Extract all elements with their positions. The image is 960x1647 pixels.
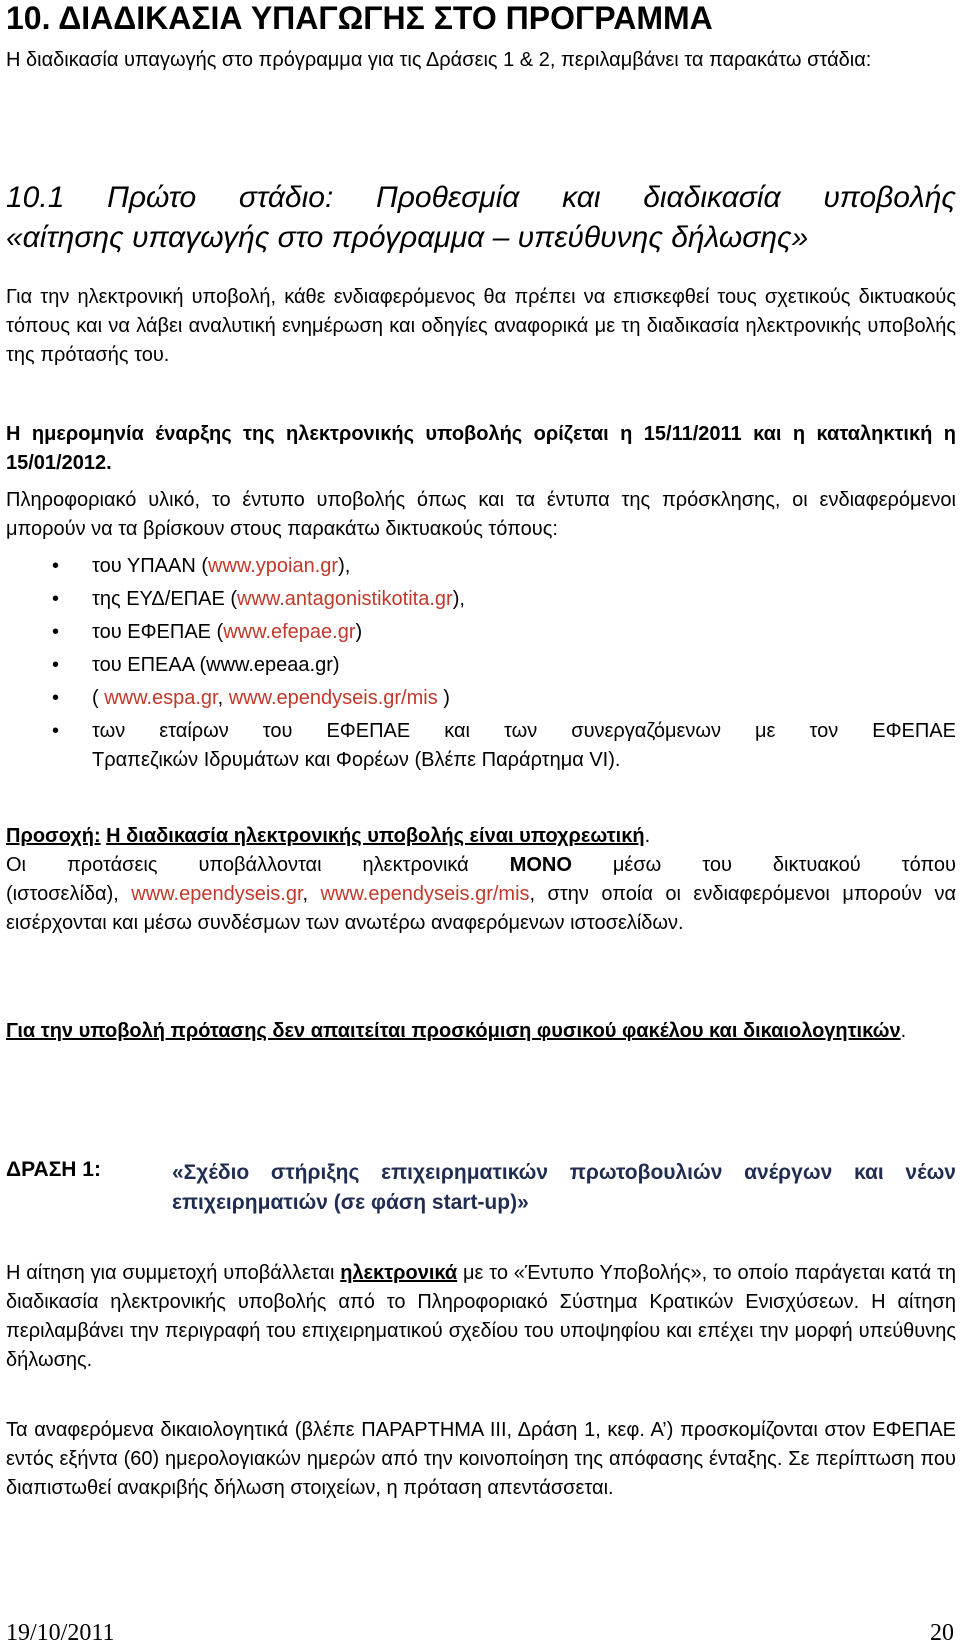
drasi-title: «Σχέδιο στήριξης επιχειρηματικών πρωτοβουλιών ανέργων και νέων επιχειρηματιών (σε φάση start-up)» [172,1161,956,1214]
proposals-line1: Οι προτάσεις υποβάλλονται ηλεκτρονικά ΜΟΝΟ μέσω του δικτυακού τόπου [6,854,956,876]
ependyseis-mis-link[interactable]: www.ependyseis.gr/mis [228,687,438,709]
intro-paragraph: Η διαδικασία υπαγωγής στο πρόγραμμα για τις Δράσεις 1 & 2, περιλαμβάνει τα παρακάτω στάδια: [6,49,872,71]
list-item [6,651,956,680]
proposals-paragraph: Οι προτάσεις υποβάλλονται ηλεκτρονικά ΜΟΝΟ μέσω του δικτυακού τόπου (ιστοσελίδα), www.ependyseis.gr, www.ependyseis.gr/mis, στην οποία οι ενδιαφερόμενοι μπορούν να εισέρχονται και μέσω συνδέσμων των ανωτέρω αναφερόμενων ιστοσελίδων. [6,851,956,938]
section-heading-line2: «αίτησης υπαγωγής στο πρόγραμμα – υπεύθυνης δήλωσης» [6,221,809,254]
ependyseis-mis-link-2[interactable]: www.ependyseis.gr/mis [320,883,530,905]
ypoian-link[interactable]: www.ypoian.gr [208,555,339,577]
page-heading: 10. ΔΙΑΔΙΚΑΣΙΑ ΥΠΑΓΩΓΗΣ ΣΤΟ ΠΡΟΓΡΑΜΜΑ [6,0,713,36]
partners-line1: • των εταίρων του ΕΦΕΠΑΕ και των συνεργαζόμενων με τον ΕΦΕΠΑΕ [92,720,956,742]
attention-label: Προσοχή: [6,825,101,847]
section-heading [6,178,956,258]
antagonistikotita-link[interactable]: www.antagonistikotita.gr [237,588,453,610]
list-item [6,717,956,775]
espa-link[interactable]: www.espa.gr [104,687,218,709]
no-folder-text: Για την υποβολή πρότασης δεν απαιτείται προσκόμιση φυσικού φακέλου και δικαιολογητικών [6,1020,901,1042]
epeaa-text: του ΕΠΕΑΑ (www.epeaa.gr) [92,654,340,676]
list-item: • του ΥΠΑΑΝ (www.ypoian.gr), [6,552,956,581]
electronically-emphasis: ηλεκτρονικά [340,1262,458,1284]
application-paragraph: Η αίτηση για συμμετοχή υποβάλλεται ηλεκτρονικά με το «Έντυπο Υποβολής», το οποίο παράγεται κατά τη διαδικασία ηλεκτρονικής υποβολής από το Πληροφοριακό Σύστημα Κρατικών Ενισχύσεων. Η αίτηση περιλαμβάνει την περιγραφή του επιχειρηματικού σχεδίου του υποψηφίου και επέχει την μορφή υπεύθυνης δήλωσης. [6,1262,957,1371]
list-item: • του ΕΦΕΠΑΕ (www.efepae.gr) [6,618,956,647]
footer-date: 19/10/2011 [6,1620,115,1646]
efepae-link[interactable]: www.efepae.gr [223,621,356,643]
websites-list [6,552,956,779]
attention-paragraph: Προσοχή: Η διαδικασία ηλεκτρονικής υποβολής είναι υποχρεωτική. [6,825,651,847]
attention-text: Η διαδικασία ηλεκτρονικής υποβολής είναι υποχρεωτική [106,825,645,847]
list-item: • ( www.espa.gr, www.ependyseis.gr/mis ) [6,684,956,713]
info-material-paragraph: Πληροφοριακό υλικό, το έντυπο υποβολής όπως και τα έντυπα της πρόσκλησης, οι ενδιαφερόμενοι μπορούν να τα βρίσκουν στους παρακάτω δικτυακούς τόπους: [6,489,956,540]
list-item: • της ΕΥΔ/ΕΠΑΕ (www.antagonistikotita.gr), [6,585,956,614]
submission-paragraph: Για την ηλεκτρονική υποβολή, κάθε ενδιαφερόμενος θα πρέπει να επισκεφθεί τους σχετικούς δικτυακούς τόπους και να λάβει αναλυτική ενημέρωση και οδηγίες αναφορικά με τη διαδικασία ηλεκτρονικής υποβολής της πρότασής του. [6,286,956,366]
no-folder-paragraph: Για την υποβολή πρότασης δεν απαιτείται προσκόμιση φυσικού φακέλου και δικαιολογητικών. [6,1020,907,1042]
drasi-label: ΔΡΑΣΗ 1: [6,1158,101,1181]
only-emphasis: ΜΟΝΟ [509,854,572,876]
partners-line2: Τραπεζικών Ιδρυμάτων και Φορέων (Βλέπε Παράρτημα VI). [92,749,621,771]
ependyseis-link[interactable]: www.ependyseis.gr [131,883,303,905]
dates-paragraph: Η ημερομηνία έναρξης της ηλεκτρονικής υποβολής ορίζεται η 15/11/2011 και η καταληκτική η 15/01/2012. [6,423,956,474]
page-number: 20 [930,1620,954,1646]
documents-paragraph: Τα αναφερόμενα δικαιολογητικά (βλέπε ΠΑΡΑΡΤΗΜΑ ΙΙΙ, Δράση 1, κεφ. Α’) προσκομίζονται στον ΕΦΕΠΑΕ εντός εξήντα (60) ημερολογιακών ημερών από την κοινοποίηση της απόφασης ένταξης. Σε περίπτωση που διαπιστωθεί ανακριβής δήλωση στοιχείων, η πρόταση απεντάσσεται. [6,1419,956,1499]
section-heading-line1: 10.1 Πρώτο στάδιο: Προθεσμία και διαδικασία υποβολής [6,181,956,214]
